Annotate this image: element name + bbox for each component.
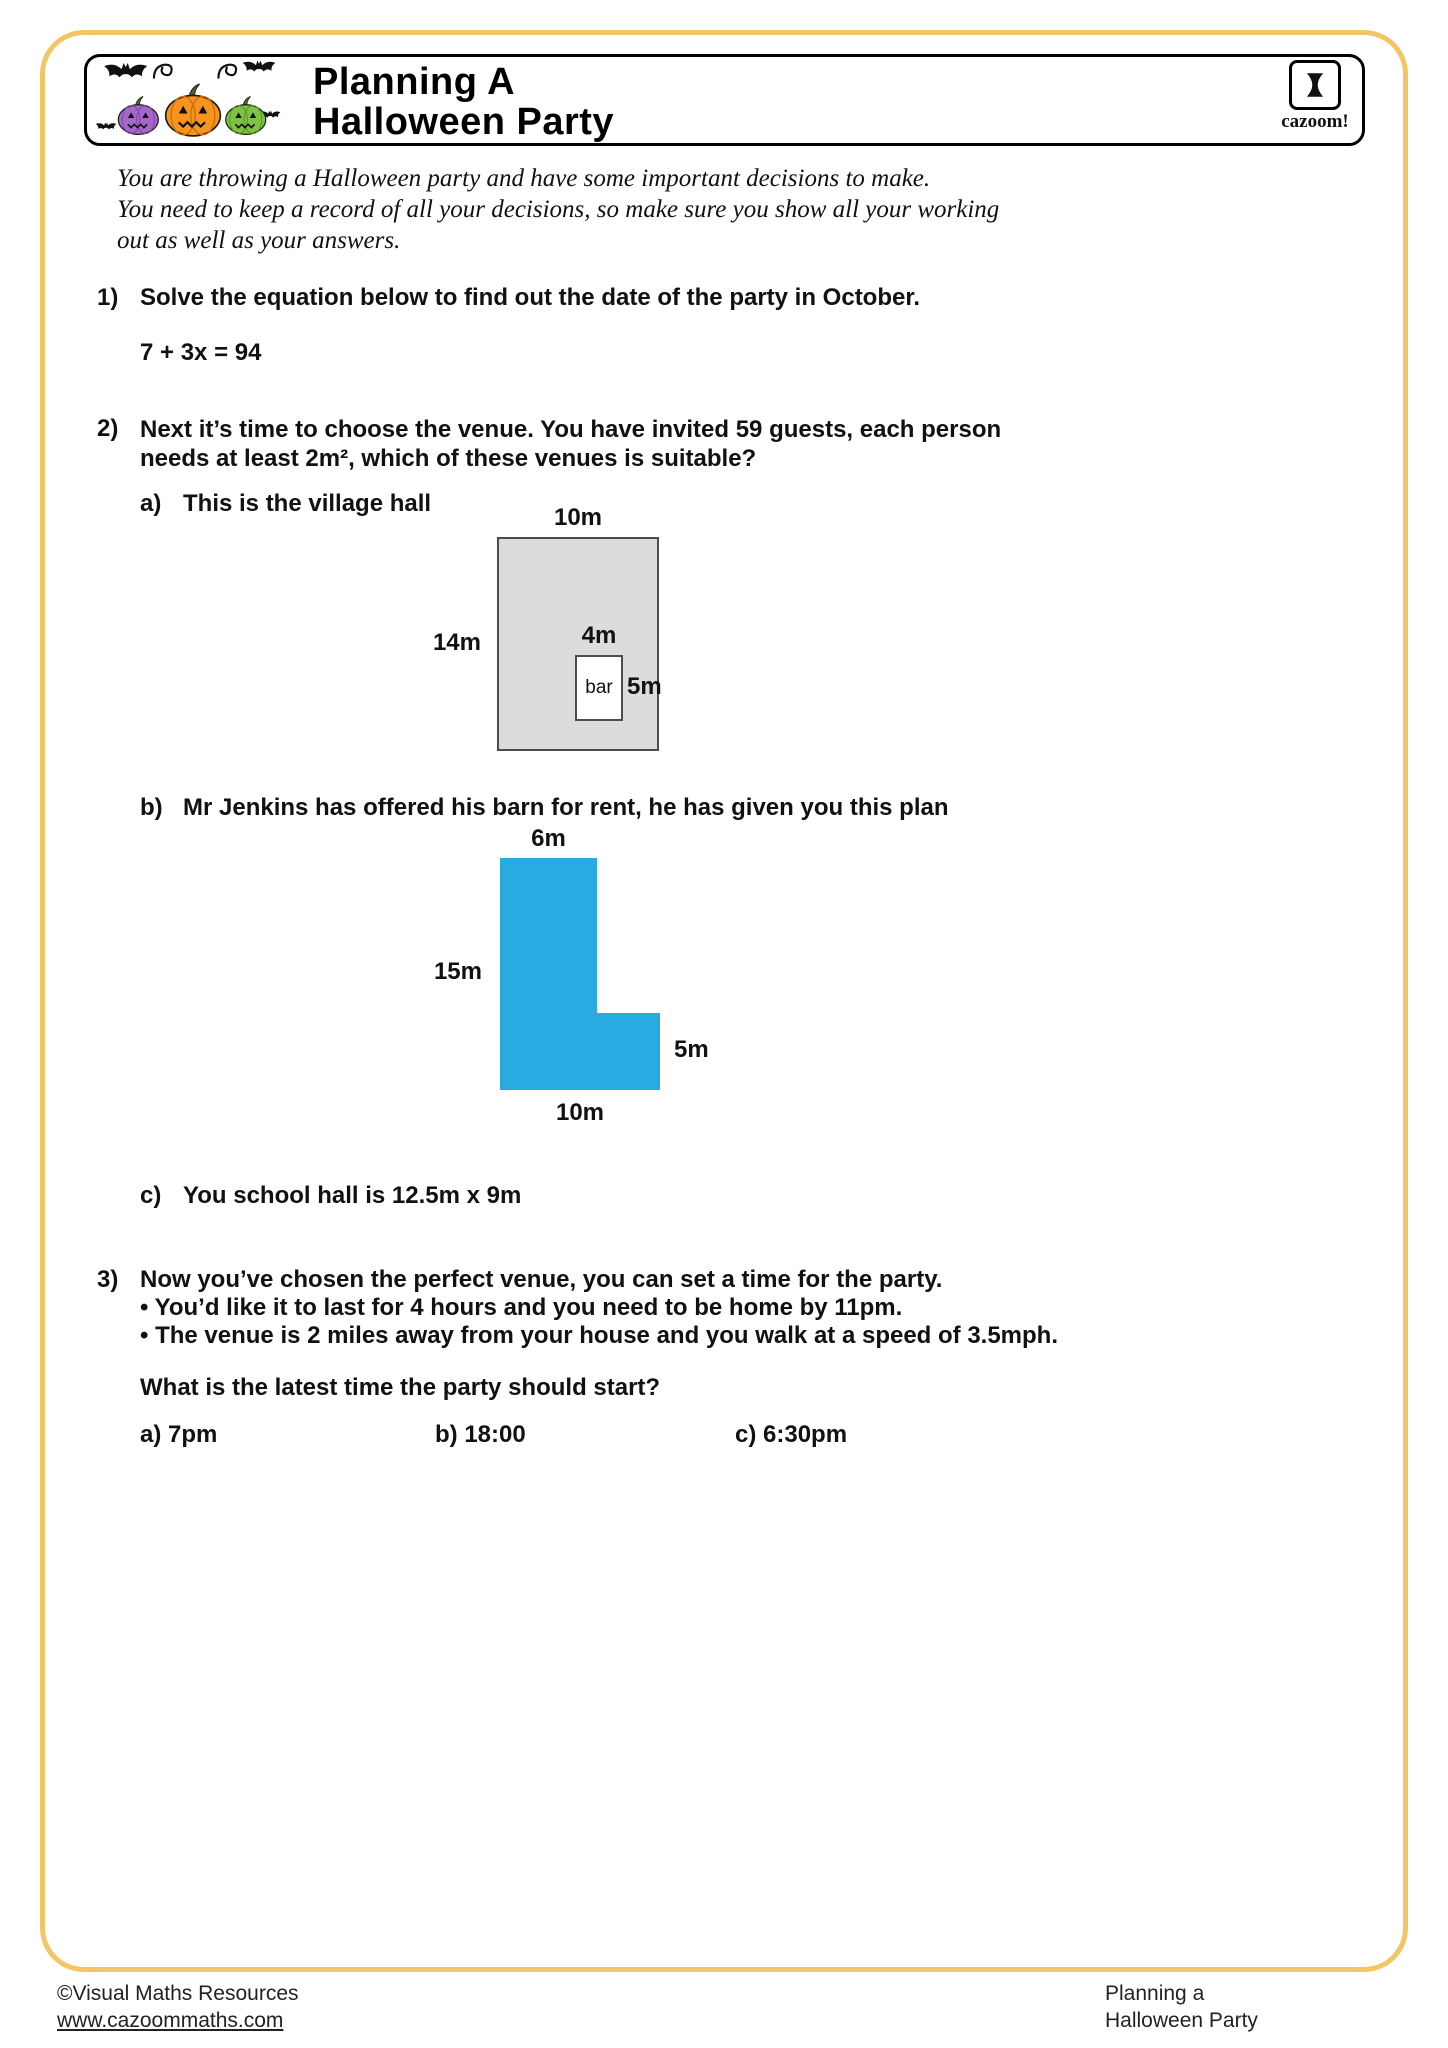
question-2-text-line2: needs at least 2m², which of these venues is suitable? (140, 445, 757, 472)
page-title (313, 62, 614, 142)
title-line1: Planning A (313, 61, 516, 103)
question-2b-text: Mr Jenkins has offered his barn for rent, he has given you this plan (183, 794, 949, 821)
question-3 (97, 1266, 1058, 1350)
barn-diagram (433, 825, 709, 1126)
title-line2: Halloween Party (313, 101, 615, 143)
question-3-intro: Now you’ve chosen the perfect venue, you can set a time for the party. (140, 1266, 943, 1293)
question-2-number: 2) (97, 415, 119, 442)
bat-icon (96, 122, 117, 129)
cazoom-logo-text: cazoom! (1281, 111, 1349, 132)
village-hall-rect (497, 537, 662, 751)
question-2a-text: This is the village hall (183, 490, 432, 517)
pumpkin-orange-icon (166, 84, 221, 136)
bar-height-label: 5m (627, 673, 662, 700)
bar-width-label: 4m (581, 622, 617, 649)
question-3-option-b: b) 18:00 (435, 1421, 526, 1448)
footer-right (1105, 1980, 1258, 2034)
intro-text (117, 163, 999, 256)
question-2c (140, 1182, 521, 1210)
question-2-text-line1: Next it’s time to choose the venue. You have invited 59 guests, each person (140, 416, 1002, 443)
question-2-text (140, 415, 1001, 473)
header (84, 54, 1365, 146)
cazoom-logo-icon (1289, 60, 1341, 110)
question-2a-label: a) (140, 490, 162, 517)
intro-line-2: You need to keep a record of all your decisions, so make sure you show all your working (117, 196, 1000, 223)
bar-label: bar (585, 677, 613, 698)
question-3-option-c: c) 6:30pm (735, 1421, 848, 1448)
village-hall-height-label: 14m (432, 629, 481, 656)
village-hall-width-label: 10m (553, 504, 603, 531)
question-1-text: Solve the equation below to find out the date of the party in October. (140, 284, 921, 311)
pumpkin-purple-icon (118, 96, 158, 134)
intro-line-1: You are throwing a Halloween party and have some important decisions to make. (117, 165, 931, 192)
footer-title-line1: Planning a (1105, 1982, 1205, 2005)
question-1 (97, 284, 920, 312)
question-1-equation: 7 + 3x = 94 (140, 339, 262, 366)
barn-bottom-label: 10m (555, 1099, 605, 1126)
question-2a (140, 490, 431, 518)
page-border (40, 30, 1408, 1972)
question-3-bullet-1: • You’d like it to last for 4 hours and you need to be home by 11pm. (140, 1294, 903, 1321)
intro-line-3: out as well as your answers. (117, 227, 401, 254)
question-3-number: 3) (97, 1266, 119, 1293)
question-1-number: 1) (97, 284, 119, 311)
pumpkin-green-icon (226, 96, 266, 134)
barn-l-shape (500, 858, 660, 1090)
question-2 (97, 415, 1001, 473)
question-3-prompt: What is the latest time the party should start? (140, 1374, 661, 1401)
question-3-bullet-2: • The venue is 2 miles away from your house and you walk at a speed of 3.5mph. (140, 1322, 1059, 1349)
village-hall-diagram (432, 504, 662, 751)
website-link[interactable]: www.cazoommaths.com (57, 2009, 284, 2032)
cazoom-logo (1269, 60, 1361, 133)
question-3-option-a: a) 7pm (140, 1421, 218, 1448)
copyright-text: ©Visual Maths Resources (57, 1982, 299, 2005)
question-2c-label: c) (140, 1182, 162, 1209)
footer-title-line2: Halloween Party (1105, 2009, 1258, 2032)
question-3-text (140, 1266, 1058, 1350)
bat-icon (243, 61, 276, 72)
barn-left-label: 15m (433, 958, 482, 985)
halloween-decoration (93, 59, 293, 143)
bat-icon (104, 63, 147, 77)
bar-rect (575, 655, 623, 721)
question-2c-text: You school hall is 12.5m x 9m (183, 1182, 522, 1209)
vine-curl-icon (154, 65, 236, 79)
barn-right-label: 5m (674, 1036, 709, 1063)
barn-top-label: 6m (531, 825, 566, 852)
question-2b (140, 794, 949, 822)
footer-left (57, 1980, 299, 2034)
question-2b-label: b) (140, 794, 163, 821)
